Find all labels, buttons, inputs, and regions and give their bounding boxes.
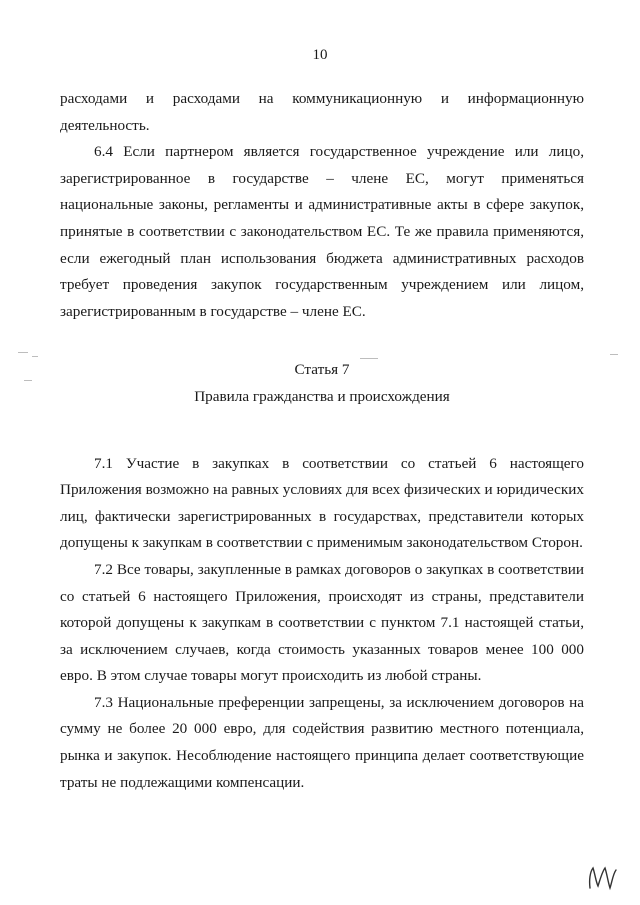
paragraph-7-1: 7.1 Участие в закупках в соответствии со статьей 6 настоящего Приложения возможно на равных условиях для всех физических и юридических лиц, фактически зарегистрированных в государствах, представители которых допущены к закупкам в соответствии с применимым законодательством Сторон. [60, 454, 584, 552]
article-title: Правила гражданства и происхождения [194, 387, 450, 405]
document-body [60, 86, 584, 796]
paragraph-continuation: расходами и расходами на коммуникационную и информационную деятельность. [60, 90, 584, 134]
paragraph-6-4: 6.4 Если партнером является государственное учреждение или лицо, зарегистрированное в государстве – члене ЕС, могут применяться национальные законы, регламенты и административные акты в сфере закупок, принятые в соответствии с законодательством ЕС. Те же правила применяются, если ежегодный план использования бюджета административных расходов требует проведения закупок государственным учреждением или лицом, зарегистрированным в государстве – члене ЕС. [60, 143, 584, 320]
scan-speck [24, 380, 32, 381]
article-number: Статья 7 [294, 361, 350, 379]
scan-speck [32, 356, 38, 357]
page-number: 10 [312, 47, 328, 63]
paragraph-7-2: 7.2 Все товары, закупленные в рамках договоров о закупках в соответствии со статьей 6 настоящего Приложения, происходят из страны, представители которой допущены к закупкам в соответствии с пунктом 7.1 настоящей статьи, за исключением случаев, когда стоимость указанных товаров менее 100 000 евро. В этом случае товары могут происходить из любой страны. [60, 560, 584, 685]
scan-speck [18, 352, 28, 353]
scan-speck [610, 354, 618, 355]
scan-speck [360, 358, 378, 359]
paragraph-7-3: 7.3 Национальные преференции запрещены, за исключением договоров на сумму не более 20 000 евро, для содействия развитию местного потенциала, рынка и закупок. Несоблюдение настоящего принципа делает соответствующие траты не подлежащими компенсации. [60, 693, 584, 791]
handwritten-initials-mark [586, 862, 620, 894]
